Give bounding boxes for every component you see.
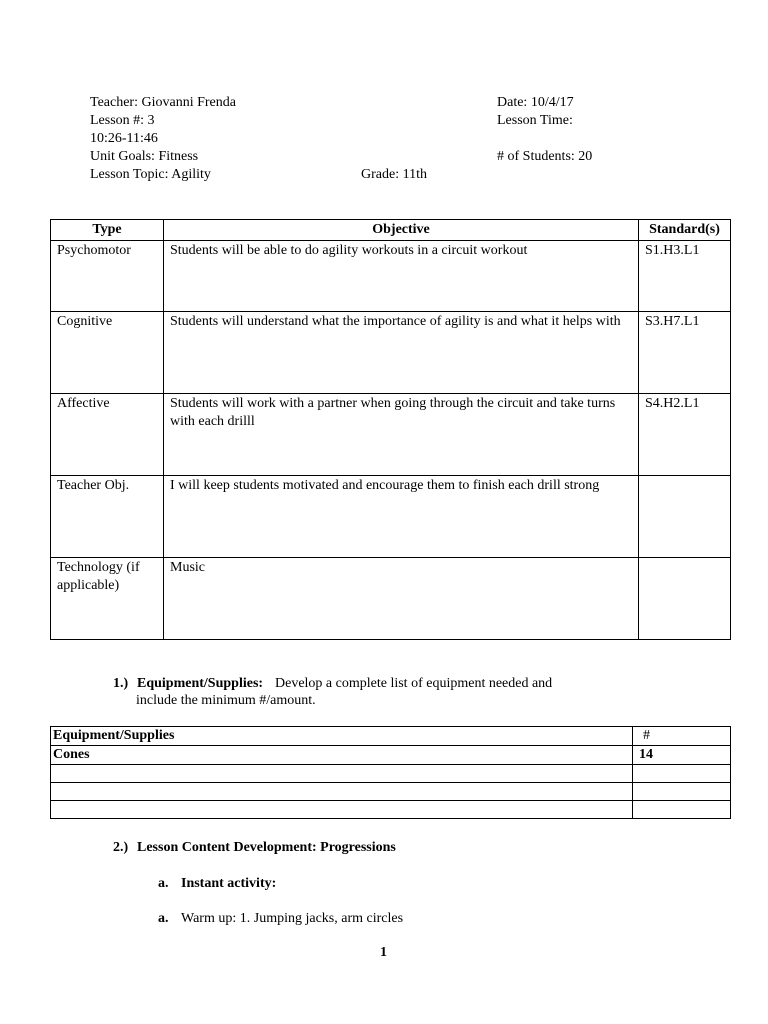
grade-level: Grade: 11th — [361, 167, 427, 182]
objective-standard: S1.H3.L1 — [639, 241, 731, 312]
objectives-table — [50, 219, 731, 640]
instant-activity-marker: a. — [158, 876, 169, 891]
objective-text: Students will understand what the importance of agility is and what it helps with — [164, 312, 639, 394]
objective-text: I will keep students motivated and encourage them to finish each drill strong — [164, 476, 639, 558]
lesson-topic: Lesson Topic: Agility — [90, 167, 211, 182]
section-2-title: Lesson Content Development: Progressions — [137, 840, 396, 855]
equipment-quantity: 14 — [633, 746, 731, 765]
objective-type: Technology (if applicable) — [51, 558, 164, 640]
lesson-time-range: 10:26-11:46 — [90, 131, 158, 146]
column-header-objective: Objective — [164, 220, 639, 241]
equipment-table — [50, 726, 731, 819]
teacher-name: Teacher: Giovanni Frenda — [90, 95, 236, 110]
objective-type: Psychomotor — [51, 241, 164, 312]
section-1-text-line2: include the minimum #/amount. — [136, 693, 316, 708]
objective-text: Students will be able to do agility workouts in a circuit workout — [164, 241, 639, 312]
lesson-date: Date: 10/4/17 — [497, 95, 574, 110]
equipment-item: Cones — [51, 746, 633, 765]
equipment-quantity — [633, 783, 731, 801]
objective-type: Cognitive — [51, 312, 164, 394]
table-row — [51, 394, 731, 476]
section-1-number: 1.) — [113, 676, 129, 691]
objective-text: Music — [164, 558, 639, 640]
lesson-number: Lesson #: 3 — [90, 113, 155, 128]
equipment-item — [51, 765, 633, 783]
section-2-number: 2.) — [113, 840, 129, 855]
warm-up-marker: a. — [158, 911, 169, 926]
objective-standard — [639, 476, 731, 558]
table-row — [51, 312, 731, 394]
equipment-item — [51, 801, 633, 819]
section-1-text-line1: Develop a complete list of equipment needed and — [275, 676, 553, 691]
objective-type: Affective — [51, 394, 164, 476]
page-number: 1 — [380, 945, 387, 960]
equipment-quantity — [633, 801, 731, 819]
instant-activity-label: Instant activity: — [181, 876, 277, 891]
student-count: # of Students: 20 — [497, 149, 593, 164]
table-row — [51, 783, 731, 801]
table-row — [51, 746, 731, 765]
equipment-quantity — [633, 765, 731, 783]
equipment-header-row — [51, 727, 731, 746]
column-header-standards: Standard(s) — [639, 220, 731, 241]
objective-standard: S4.H2.L1 — [639, 394, 731, 476]
column-header-equipment: Equipment/Supplies — [51, 727, 633, 746]
equipment-item — [51, 783, 633, 801]
table-row — [51, 476, 731, 558]
table-row — [51, 801, 731, 819]
objective-text: Students will work with a partner when going through the circuit and take turns with each drilll — [164, 394, 639, 476]
lesson-time-label: Lesson Time: — [497, 113, 573, 128]
column-header-type: Type — [51, 220, 164, 241]
objective-standard: S3.H7.L1 — [639, 312, 731, 394]
objective-type: Teacher Obj. — [51, 476, 164, 558]
table-row — [51, 558, 731, 640]
objective-standard — [639, 558, 731, 640]
warm-up-text: Warm up: 1. Jumping jacks, arm circles — [181, 911, 404, 926]
table-row — [51, 241, 731, 312]
objectives-header-row — [51, 220, 731, 241]
section-1-title: Equipment/Supplies: — [137, 676, 264, 691]
unit-goals: Unit Goals: Fitness — [90, 149, 199, 164]
column-header-quantity: # — [633, 727, 731, 746]
table-row — [51, 765, 731, 783]
